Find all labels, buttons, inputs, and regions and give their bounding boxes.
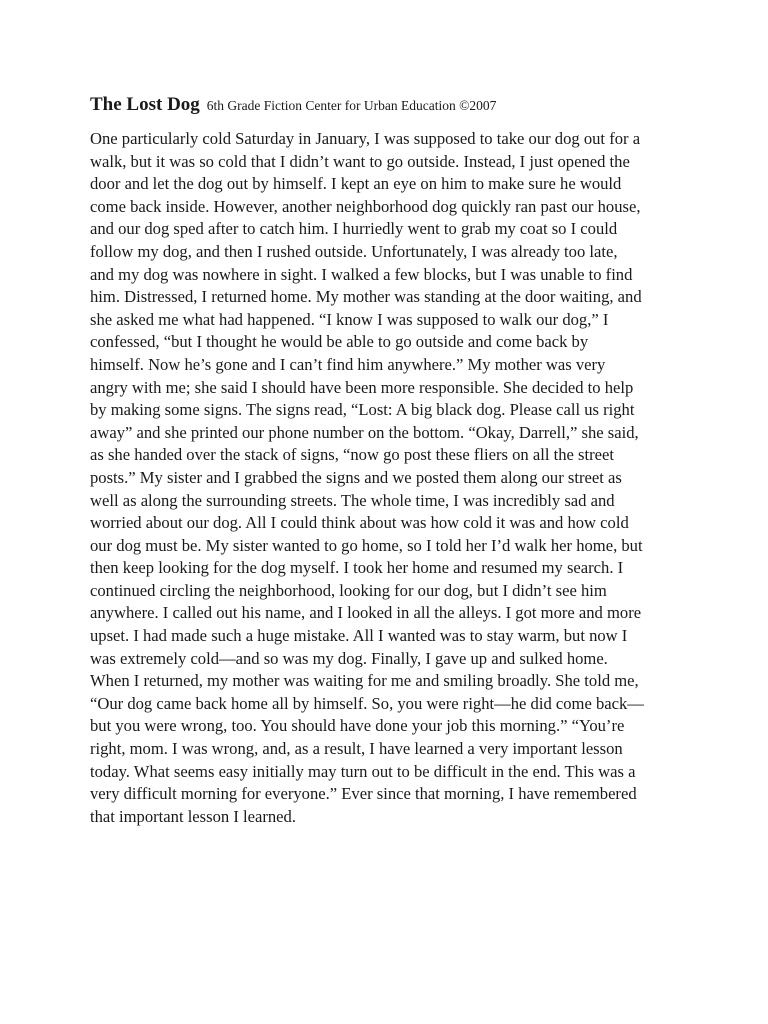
- story-line: away” and she printed our phone number on the bottom. “Okay, Darrell,” she said,: [90, 422, 639, 442]
- story-line: then keep looking for the dog myself. I took her home and resumed my search. I: [90, 558, 624, 578]
- document-page: [90, 93, 680, 828]
- story-line: door and let the dog out by himself. I kept an eye on him to make sure he would: [90, 174, 622, 194]
- story-line: by making some signs. The signs read, “Lost: A big black dog. Please call us right: [90, 400, 635, 420]
- story-line: that important lesson I learned.: [90, 806, 296, 826]
- story-line: and our dog sped after to catch him. I hurriedly went to grab my coat so I could: [90, 219, 618, 239]
- story-line: follow my dog, and then I rushed outside. Unfortunately, I was already too late,: [90, 241, 618, 261]
- story-line: upset. I had made such a huge mistake. All I wanted was to stay warm, but now I: [90, 626, 628, 646]
- story-line: continued circling the neighborhood, looking for our dog, but I didn’t see him: [90, 580, 607, 600]
- story-line: walk, but it was so cold that I didn’t want to go outside. Instead, I just opened the: [90, 151, 630, 171]
- story-line: and my dog was nowhere in sight. I walked a few blocks, but I was unable to find: [90, 264, 633, 284]
- story-line: worried about our dog. All I could think about was how cold it was and how cold: [90, 513, 629, 533]
- document-subtitle: 6th Grade Fiction Center for Urban Education ©2007: [206, 98, 497, 113]
- story-line: our dog must be. My sister wanted to go home, so I told her I’d walk her home, but: [90, 535, 643, 555]
- story-line: well as along the surrounding streets. The whole time, I was incredibly sad and: [90, 490, 615, 510]
- document-header: [90, 93, 680, 118]
- story-line: him. Distressed, I returned home. My mother was standing at the door waiting, and: [90, 287, 642, 307]
- story-line: as she handed over the stack of signs, “now go post these fliers on all the street: [90, 445, 614, 465]
- story-line: One particularly cold Saturday in January, I was supposed to take our dog out for a: [90, 129, 641, 148]
- story-line: himself. Now he’s gone and I can’t find him anywhere.” My mother was very: [90, 354, 606, 374]
- story-line: she asked me what had happened. “I know I was supposed to walk our dog,” I: [90, 309, 609, 329]
- story-line: very difficult morning for everyone.” Ever since that morning, I have remembered: [90, 784, 637, 804]
- story-line: today. What seems easy initially may turn out to be difficult in the end. This was a: [90, 761, 636, 781]
- story-line: posts.” My sister and I grabbed the signs and we posted them along our street as: [90, 467, 622, 487]
- story-body: [90, 128, 680, 828]
- story-line: come back inside. However, another neighborhood dog quickly ran past our house,: [90, 196, 641, 216]
- story-line: confessed, “but I thought he would be able to go outside and come back by: [90, 332, 589, 352]
- story-line: anywhere. I called out his name, and I looked in all the alleys. I got more and more: [90, 603, 642, 623]
- story-line: “Our dog came back home all by himself. So, you were right—he did come back—: [90, 693, 644, 713]
- story-line: angry with me; she said I should have been more responsible. She decided to help: [90, 377, 634, 397]
- story-line: When I returned, my mother was waiting for me and smiling broadly. She told me,: [90, 671, 639, 691]
- story-line: right, mom. I was wrong, and, as a result, I have learned a very important lesson: [90, 739, 623, 759]
- story-line: but you were wrong, too. You should have done your job this morning.” “You’re: [90, 716, 625, 736]
- document-title: The Lost Dog: [90, 94, 200, 115]
- story-line: was extremely cold—and so was my dog. Finally, I gave up and sulked home.: [90, 648, 608, 668]
